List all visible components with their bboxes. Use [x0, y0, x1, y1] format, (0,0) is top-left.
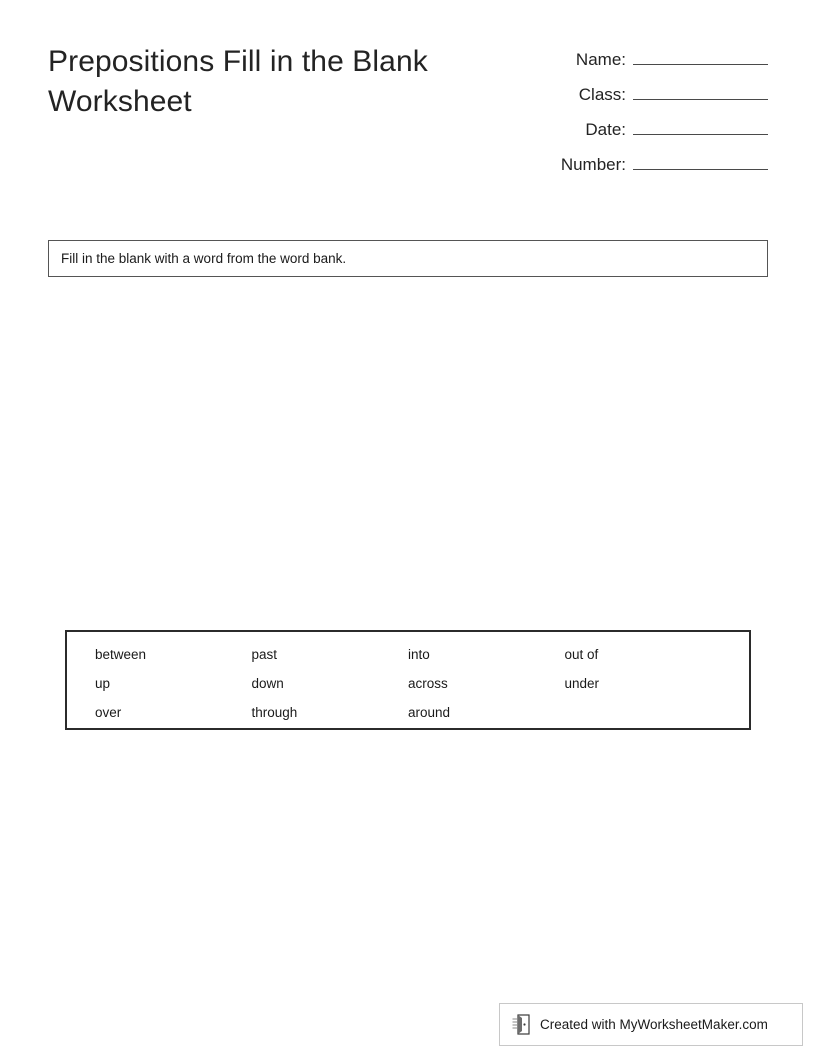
- info-row-number: [528, 153, 768, 175]
- info-line-class[interactable]: [633, 83, 768, 100]
- worksheet-header: [48, 42, 768, 188]
- info-label-name: Name:: [575, 50, 626, 69]
- info-line-name[interactable]: [633, 48, 768, 65]
- created-with-badge[interactable]: [499, 1003, 803, 1046]
- worksheet-maker-logo-icon: [512, 1014, 531, 1035]
- word-bank-item: up: [95, 676, 111, 691]
- word-bank-item: around: [408, 705, 451, 720]
- word-bank-item: out of: [564, 647, 599, 662]
- directions-box: [48, 240, 768, 277]
- word-bank-item: down: [251, 676, 284, 691]
- directions-text: Fill in the blank with a word from the word bank.: [61, 251, 347, 266]
- word-bank-item: past: [251, 647, 278, 662]
- info-row-class: [528, 83, 768, 105]
- word-bank-item: through: [251, 705, 298, 720]
- info-line-date[interactable]: [633, 118, 768, 135]
- info-row-name: [528, 48, 768, 70]
- word-bank-item: between: [95, 647, 147, 662]
- info-label-date: Date:: [585, 120, 626, 139]
- info-row-date: [528, 118, 768, 140]
- info-label-class: Class:: [578, 85, 626, 104]
- student-info-block: [528, 42, 768, 188]
- word-bank-item: under: [564, 676, 600, 691]
- word-bank-box: [65, 630, 751, 730]
- created-with-text: Created with MyWorksheetMaker.com: [540, 1017, 768, 1032]
- page-title: Prepositions Fill in the Blank Worksheet: [48, 45, 428, 118]
- word-bank-item: across: [408, 676, 448, 691]
- info-line-number[interactable]: [633, 153, 768, 170]
- word-bank-item-empty: [565, 704, 722, 722]
- info-label-number: Number:: [560, 155, 626, 174]
- word-bank-item: into: [408, 647, 430, 662]
- word-bank-grid: [95, 646, 721, 722]
- word-bank-item: over: [95, 705, 122, 720]
